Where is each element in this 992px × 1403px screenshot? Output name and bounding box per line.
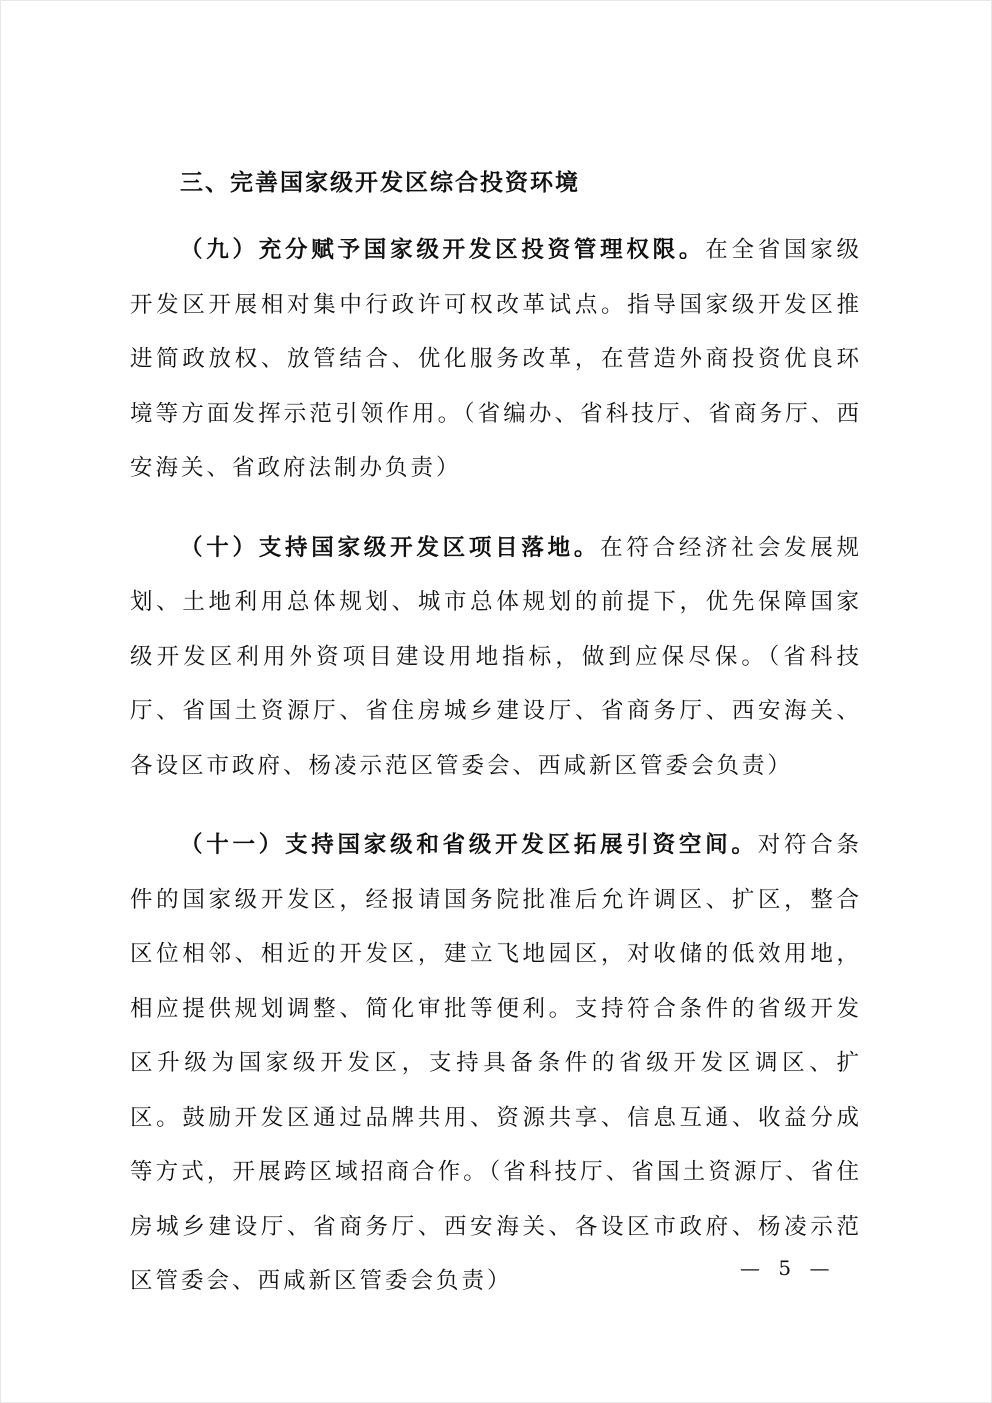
section-heading: 三、完善国家级开发区综合投资环境 [180, 170, 580, 196]
document-body [130, 168, 862, 1309]
page-number: — 5 — [740, 1256, 836, 1280]
paragraph-lead: （九）充分赋予国家级开发区投资管理权限。 [180, 237, 706, 263]
paragraph-item-9 [130, 223, 862, 496]
paragraph-lead: （十）支持国家级开发区项目落地。 [180, 534, 601, 561]
paragraph-item-11 [130, 818, 862, 1309]
paragraph-body: 在全省国家级开发区开展相对集中行政许可权改革试点。指导国家级开发区推进简政放权、放管结合、优化服务改革，在营造外商投资优良环境等方面发挥示范引领作用。（省编办、省科技厅、省商务厅、西安海关、省政府法制办负责） [130, 237, 862, 481]
paragraph-body: 对符合条件的国家级开发区，经报请国务院批准后允许调区、扩区，整合区位相邻、相近的开发区，建立飞地园区，对收储的低效用地，相应提供规划调整、简化审批等便利。支持符合条件的省级开发区升级为国家级开发区，支持具备条件的省级开发区调区、扩区。鼓励开发区通过品牌共用、资源共享、信息互通、收益分成等方式，开展跨区域招商合作。（省科技厅、省国土资源厅、省住房城乡建设厅、省商务厅、西安海关、各设区市政府、杨凌示范区管委会、西咸新区管委会负责） [130, 832, 862, 1294]
paragraph-lead: （十一）支持国家级和省级开发区拓展引资空间。 [180, 832, 758, 858]
paragraph-item-10 [130, 521, 862, 794]
paragraph-body: 在符合经济社会发展规划、土地利用总体规划、城市总体规划的前提下，优先保障国家级开发区利用外资项目建设用地指标，做到应保尽保。（省科技厅、省国土资源厅、省住房城乡建设厅、省商务厅、西安海关、各设区市政府、杨凌示范区管委会、西咸新区管委会负责） [130, 534, 862, 779]
